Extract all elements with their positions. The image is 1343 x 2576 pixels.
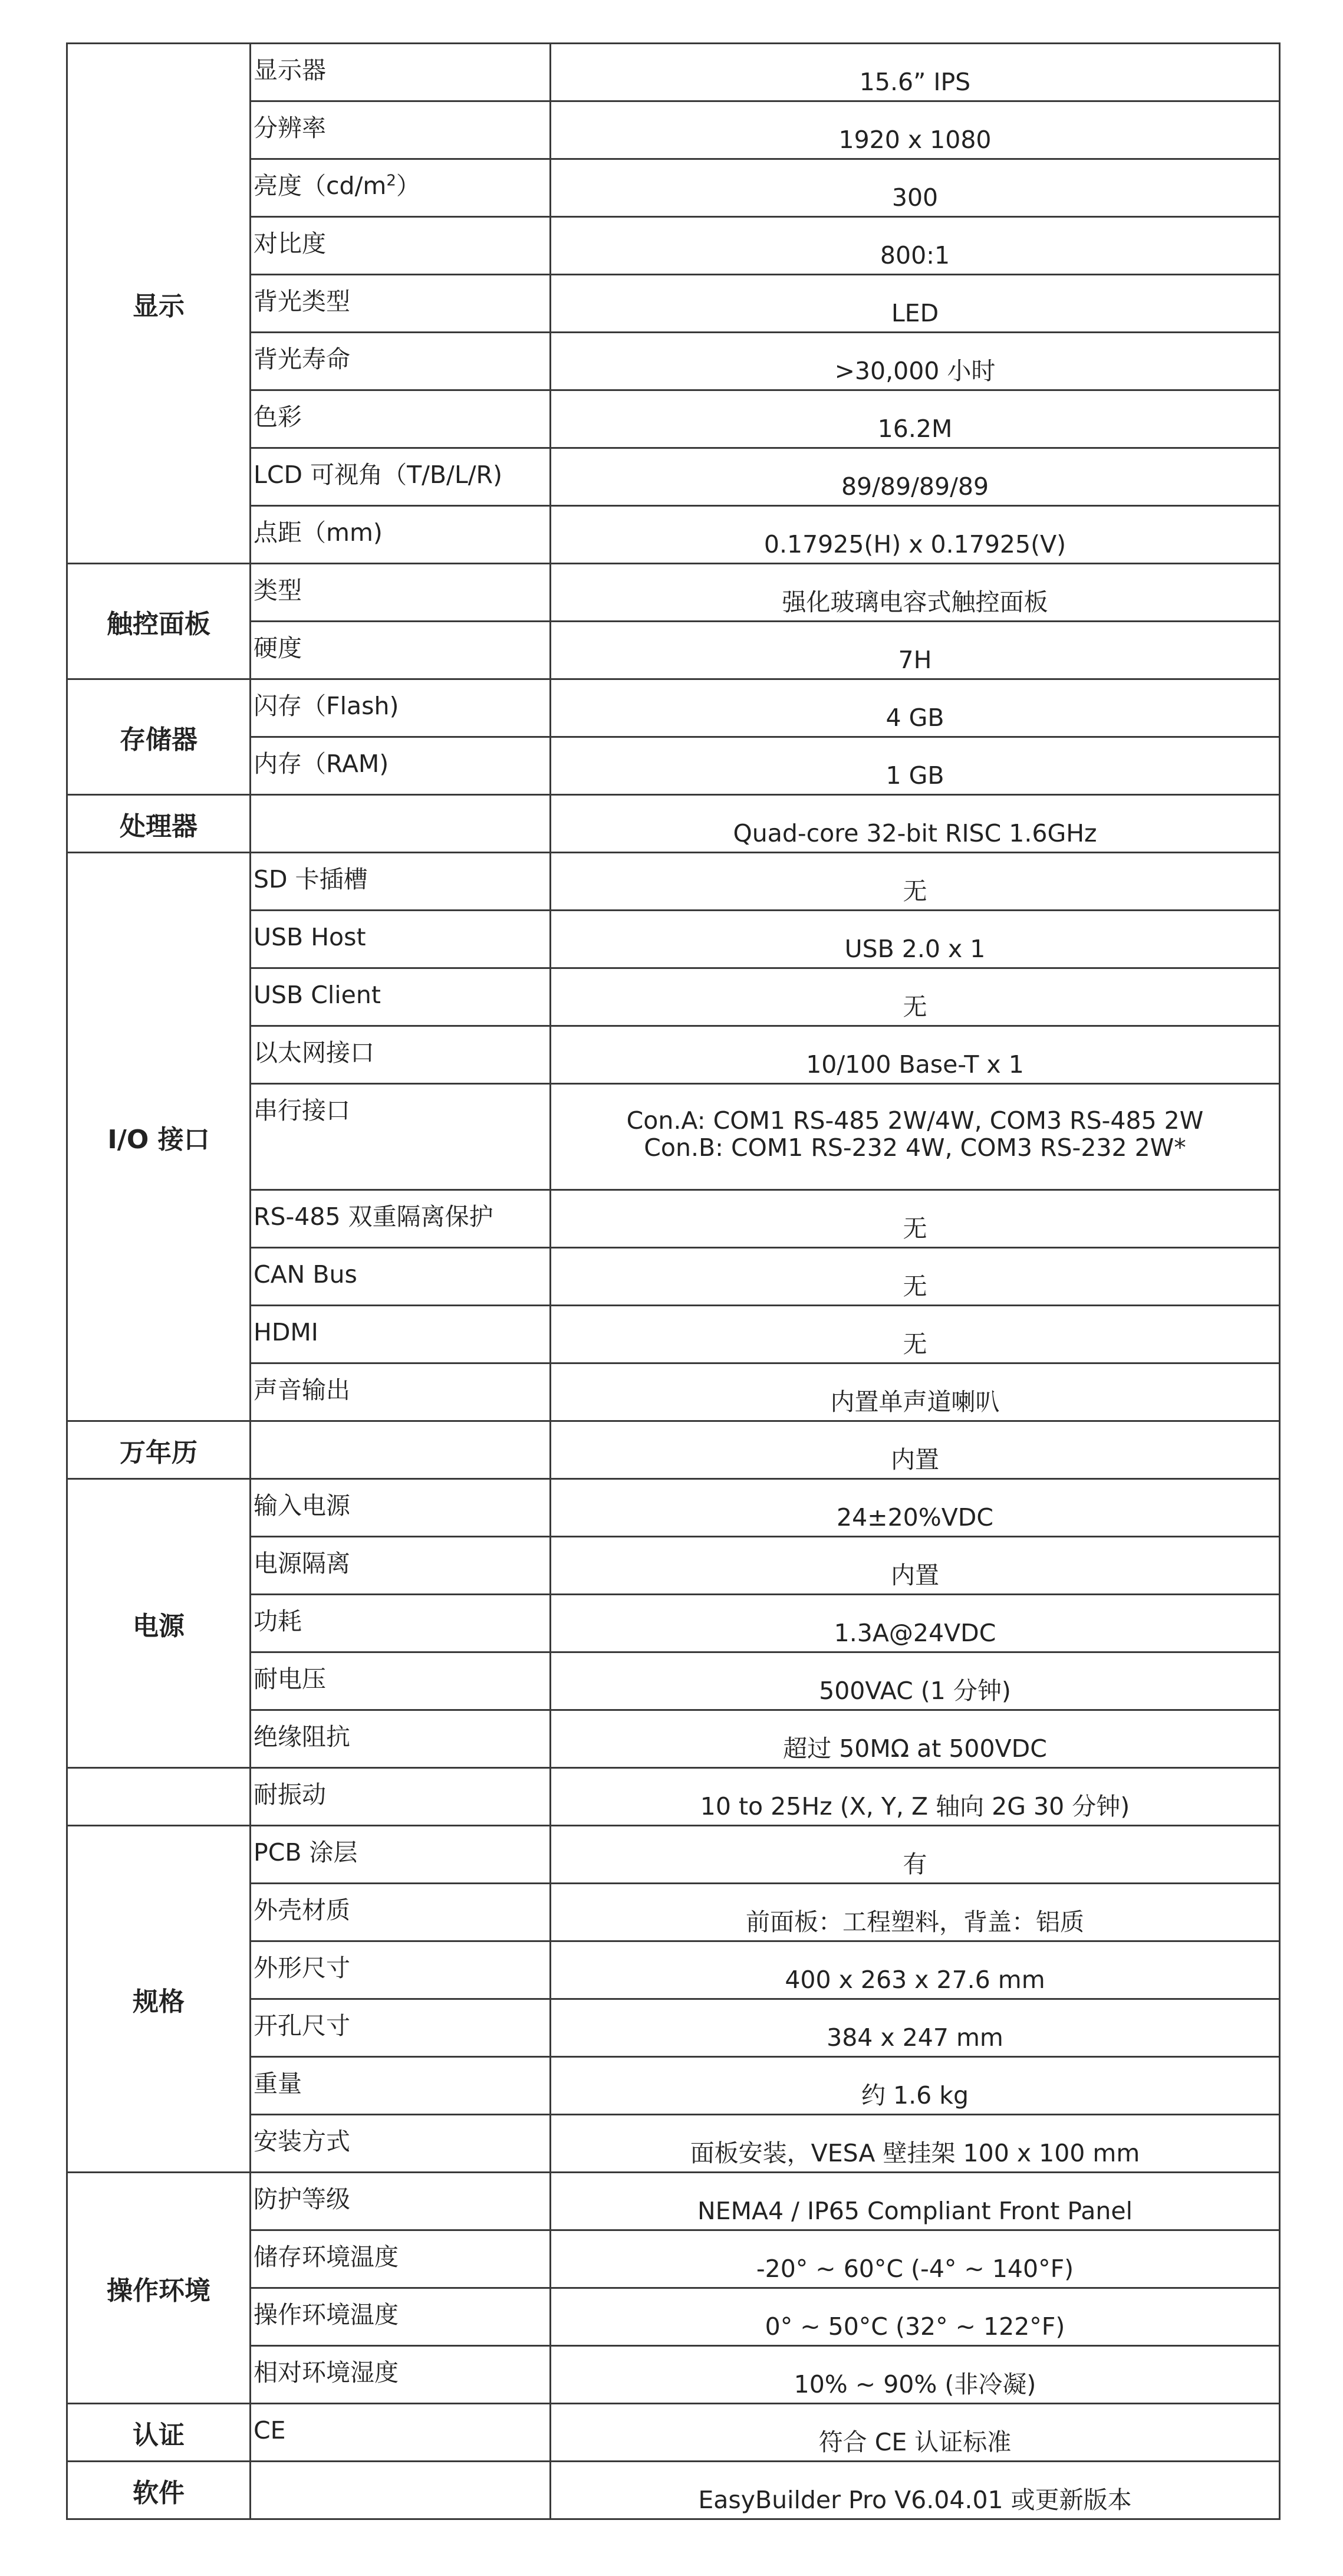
spec-row [67, 1826, 1280, 1884]
property-text: CAN Bus [254, 1260, 357, 1289]
property-label [251, 2462, 551, 2519]
value-cell [551, 679, 1280, 737]
value-text: 有 [903, 1849, 927, 1878]
value-text: 1.3A@24VDC [834, 1618, 996, 1647]
property-label [251, 1363, 551, 1421]
value-cell [551, 159, 1280, 217]
property-label [251, 2404, 551, 2462]
category-cell: I/O 接口 [67, 853, 251, 1421]
value-cell [551, 1363, 1280, 1421]
property-label [251, 1084, 551, 1190]
property-text: 耐振动 [254, 1780, 326, 1809]
property-text: 显示器 [254, 56, 326, 84]
value-text: 800:1 [880, 241, 950, 270]
property-label [251, 2346, 551, 2404]
property-text: 开孔尺寸 [254, 2012, 350, 2040]
property-label [251, 1421, 551, 1479]
value-cell [551, 2057, 1280, 2115]
property-label [251, 217, 551, 275]
spec-row [67, 1768, 1280, 1826]
spec-row [67, 1479, 1280, 1537]
property-text: 外壳材质 [254, 1896, 350, 1924]
property-label [251, 275, 551, 333]
value-text: Quad-core 32-bit RISC 1.6GHz [733, 819, 1097, 847]
value-cell [551, 1884, 1280, 1941]
property-label [251, 1941, 551, 1999]
property-label [251, 1652, 551, 1710]
value-cell [551, 1190, 1280, 1248]
property-suffix: ） [396, 172, 420, 200]
property-text: 色彩 [254, 403, 302, 431]
spec-row [67, 2404, 1280, 2462]
value-cell [551, 2346, 1280, 2404]
category-cell: 操作环境 [67, 2173, 251, 2404]
value-cell [551, 275, 1280, 333]
property-label [251, 737, 551, 795]
value-cell [551, 1421, 1280, 1479]
spec-row [67, 44, 1280, 101]
value-cell [551, 622, 1280, 679]
value-cell [551, 2288, 1280, 2346]
value-text: EasyBuilder Pro V6.04.01 或更新版本 [698, 2485, 1132, 2514]
value-text: 内置 [891, 1560, 939, 1589]
value-cell [551, 1479, 1280, 1537]
value-text: 15.6” IPS [859, 67, 971, 96]
value-cell [551, 101, 1280, 159]
property-label [251, 968, 551, 1026]
property-label [251, 1190, 551, 1248]
value-cell [551, 968, 1280, 1026]
value-text: 内置 [891, 1445, 939, 1474]
value-cell [551, 1537, 1280, 1595]
value-cell [551, 1941, 1280, 1999]
value-text: >30,000 小时 [834, 356, 996, 385]
value-cell [551, 1026, 1280, 1084]
property-label [251, 159, 551, 217]
spec-row [67, 679, 1280, 737]
property-label [251, 911, 551, 968]
value-cell [551, 1306, 1280, 1363]
value-text: 无 [903, 1329, 927, 1358]
property-label [251, 1768, 551, 1826]
property-text: 重量 [254, 2069, 302, 2098]
value-text: 无 [903, 992, 927, 1021]
value-cell [551, 2115, 1280, 2173]
value-text: 500VAC (1 分钟) [819, 1676, 1011, 1705]
value-cell [551, 448, 1280, 506]
property-label [251, 1248, 551, 1306]
value-text: 7H [898, 645, 932, 674]
value-cell [551, 853, 1280, 911]
property-text: 类型 [254, 576, 302, 604]
value-text: 24±20%VDC [837, 1503, 993, 1532]
value-text: 0.17925(H) x 0.17925(V) [763, 530, 1066, 558]
value-cell [551, 1768, 1280, 1826]
property-text: 闪存（Flash) [254, 692, 399, 720]
category-cell: 显示 [67, 44, 251, 564]
property-label [251, 44, 551, 101]
property-label [251, 101, 551, 159]
value-cell [551, 795, 1280, 853]
property-label [251, 1026, 551, 1084]
value-cell [551, 2173, 1280, 2230]
property-label [251, 2288, 551, 2346]
property-label [251, 1479, 551, 1537]
property-label [251, 679, 551, 737]
value-cell [551, 1826, 1280, 1884]
property-text: 亮度（cd/m [254, 172, 387, 200]
property-label [251, 1595, 551, 1652]
category-cell: 认证 [67, 2404, 251, 2462]
value-text: 1 GB [886, 761, 944, 790]
value-text: 超过 50MΩ at 500VDC [783, 1734, 1047, 1763]
property-label [251, 622, 551, 679]
property-text: USB Host [254, 923, 366, 951]
property-text: 内存（RAM) [254, 750, 389, 778]
property-text: 绝缘阻抗 [254, 1723, 350, 1751]
property-superscript: 2 [386, 172, 396, 190]
value-cell [551, 2462, 1280, 2519]
property-text: 硬度 [254, 634, 302, 662]
property-label [251, 564, 551, 622]
value-cell [551, 1999, 1280, 2057]
value-text: USB 2.0 x 1 [844, 934, 986, 963]
property-text: 耐电压 [254, 1665, 326, 1693]
value-text: 无 [903, 876, 927, 905]
value-cell [551, 44, 1280, 101]
value-cell [551, 1595, 1280, 1652]
property-text: 操作环境温度 [254, 2301, 399, 2329]
category-cell: 软件 [67, 2462, 251, 2519]
spec-row [67, 2462, 1280, 2519]
property-text: 对比度 [254, 229, 326, 258]
value-text: 300 [891, 183, 939, 212]
property-text: 外形尺寸 [254, 1954, 350, 1982]
spec-row [67, 795, 1280, 853]
value-cell [551, 390, 1280, 448]
value-cell [551, 1652, 1280, 1710]
value-text: 384 x 247 mm [827, 2023, 1003, 2052]
value-cell [551, 1084, 1280, 1190]
value-cell [551, 2230, 1280, 2288]
spec-row [67, 2173, 1280, 2230]
value-text: 10/100 Base-T x 1 [806, 1050, 1024, 1079]
property-text: 串行接口 [254, 1096, 350, 1125]
property-text: 背光寿命 [254, 345, 350, 373]
property-text: 安装方式 [254, 2127, 350, 2156]
category-cell [67, 1768, 251, 1826]
value-text: 10 to 25Hz (X, Y, Z 轴向 2G 30 分钟) [700, 1792, 1130, 1821]
property-label [251, 853, 551, 911]
value-text: 面板安装，VESA 壁挂架 100 x 100 mm [690, 2138, 1140, 2167]
property-text: 储存环境温度 [254, 2243, 399, 2271]
value-cell [551, 333, 1280, 390]
property-label [251, 2230, 551, 2288]
value-text: 16.2M [877, 414, 953, 443]
value-text: 符合 CE 认证标准 [818, 2427, 1012, 2456]
category-cell: 电源 [67, 1479, 251, 1768]
property-text: HDMI [254, 1318, 318, 1346]
property-label [251, 333, 551, 390]
value-text: 无 [903, 1271, 927, 1300]
property-text: 点距（mm) [254, 518, 383, 547]
value-text: 1920 x 1080 [838, 125, 992, 154]
property-label [251, 1306, 551, 1363]
value-text: -20° ~ 60°C (-4° ~ 140°F) [756, 2254, 1074, 2283]
value-text: Con.A: COM1 RS-485 2W/4W, COM3 RS-485 2W [626, 1106, 1204, 1135]
value-cell [551, 737, 1280, 795]
value-text: 0° ~ 50°C (32° ~ 122°F) [765, 2312, 1065, 2341]
property-text: LCD 可视角（T/B/L/R) [254, 461, 503, 489]
value-text: 10% ~ 90% (非冷凝) [794, 2370, 1036, 2398]
value-text: Con.B: COM1 RS-232 4W, COM3 RS-232 2W* [644, 1133, 1186, 1162]
value-cell [551, 564, 1280, 622]
category-cell: 处理器 [67, 795, 251, 853]
property-text: 背光类型 [254, 287, 350, 316]
value-text: 4 GB [886, 703, 944, 732]
value-cell [551, 217, 1280, 275]
property-text: 功耗 [254, 1607, 302, 1635]
value-text: 内置单声道喇叭 [830, 1387, 1000, 1416]
value-cell [551, 506, 1280, 564]
value-cell [551, 1248, 1280, 1306]
property-label [251, 1999, 551, 2057]
property-text: 分辨率 [254, 114, 326, 142]
property-label [251, 1884, 551, 1941]
property-label [251, 506, 551, 564]
property-text: USB Client [254, 981, 381, 1009]
value-text: 强化玻璃电容式触控面板 [782, 587, 1048, 616]
property-label [251, 448, 551, 506]
value-cell [551, 2404, 1280, 2462]
value-text: 89/89/89/89 [841, 472, 989, 501]
property-label [251, 2057, 551, 2115]
property-label [251, 2115, 551, 2173]
spec-table [66, 42, 1281, 2520]
spec-row [67, 853, 1280, 911]
property-text: 相对环境湿度 [254, 2358, 399, 2387]
value-text: 400 x 263 x 27.6 mm [785, 1965, 1045, 1994]
property-label [251, 1537, 551, 1595]
property-text: SD 卡插槽 [254, 865, 368, 893]
value-text: 前面板：工程塑料，背盖：铝质 [746, 1907, 1084, 1936]
property-text: RS-485 双重隔离保护 [254, 1202, 493, 1231]
spec-row [67, 1421, 1280, 1479]
value-cell [551, 911, 1280, 968]
value-text: LED [891, 298, 939, 327]
property-label [251, 795, 551, 853]
value-text: 约 1.6 kg [861, 2081, 969, 2110]
property-text: 声音输出 [254, 1376, 350, 1404]
property-label [251, 1826, 551, 1884]
category-cell: 万年历 [67, 1421, 251, 1479]
property-label [251, 2173, 551, 2230]
category-cell: 规格 [67, 1826, 251, 2173]
property-text: 电源隔离 [254, 1549, 350, 1578]
property-text: 防护等级 [254, 2185, 350, 2213]
value-text: NEMA4 / IP65 Compliant Front Panel [697, 2196, 1133, 2225]
category-cell: 触控面板 [67, 564, 251, 679]
property-label [251, 390, 551, 448]
value-cell [551, 1710, 1280, 1768]
spec-row [67, 564, 1280, 622]
property-text: 输入电源 [254, 1491, 350, 1520]
property-text: PCB 涂层 [254, 1838, 358, 1867]
property-text: 以太网接口 [254, 1039, 374, 1067]
category-cell: 存储器 [67, 679, 251, 795]
value-text: 无 [903, 1214, 927, 1243]
property-text: CE [254, 2416, 286, 2444]
property-label [251, 1710, 551, 1768]
